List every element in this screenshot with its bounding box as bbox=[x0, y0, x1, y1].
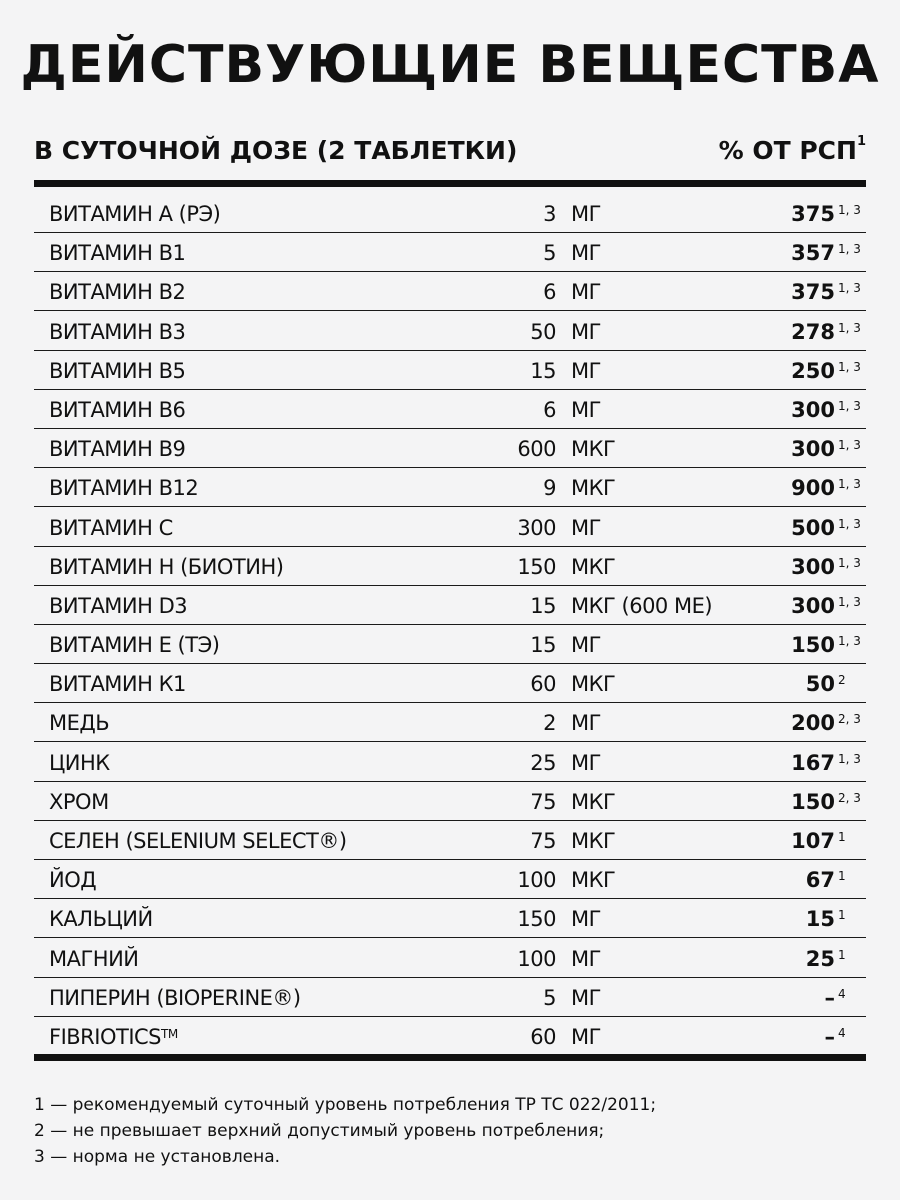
ingredient-rsp-value: 167 bbox=[791, 750, 835, 775]
ingredient-rsp-note: 1 bbox=[838, 869, 846, 884]
ingredient-rsp-note: 1, 3 bbox=[838, 359, 861, 374]
ingredient-rsp bbox=[791, 829, 858, 853]
table-row bbox=[34, 352, 866, 390]
table-row bbox=[34, 979, 866, 1017]
ingredient-rsp bbox=[791, 593, 861, 618]
ingredient-name bbox=[49, 476, 198, 500]
ingredient-rsp-value: 375 bbox=[791, 280, 835, 305]
ingredient-name bbox=[49, 829, 347, 853]
ingredient-rsp bbox=[825, 986, 859, 1010]
ingredient-name-text: ХРОМ bbox=[49, 789, 109, 814]
ingredient-rsp-note: 1, 3 bbox=[838, 594, 861, 609]
ingredient-rsp-value: 278 bbox=[791, 319, 835, 344]
ingredient-rsp-note: 2, 3 bbox=[838, 712, 861, 727]
ingredient-rsp bbox=[825, 1025, 859, 1049]
ingredients-table bbox=[34, 195, 866, 1057]
ingredient-name-text: ВИТАМИН В12 bbox=[49, 476, 199, 501]
ingredient-rsp-note: 1, 3 bbox=[838, 320, 861, 335]
footnotes bbox=[34, 1092, 866, 1170]
ingredient-name bbox=[49, 790, 109, 814]
ingredient-name-text: ВИТАМИН В5 bbox=[49, 358, 186, 383]
ingredient-rsp-note: 2 bbox=[838, 673, 846, 688]
table-top-rule bbox=[34, 180, 866, 187]
ingredient-name bbox=[49, 398, 185, 422]
ingredient-name bbox=[49, 555, 283, 579]
ingredient-name-text: МАГНИЙ bbox=[49, 946, 139, 971]
ingredient-rsp bbox=[806, 947, 858, 971]
table-row bbox=[34, 1018, 866, 1056]
ingredient-rsp bbox=[791, 750, 861, 775]
table-row bbox=[34, 273, 866, 311]
ingredient-amount: 15 bbox=[530, 593, 556, 618]
ingredient-name bbox=[49, 320, 185, 344]
ingredient-name bbox=[49, 711, 109, 735]
ingredient-rsp bbox=[791, 319, 861, 344]
ingredient-rsp-value: 300 bbox=[791, 554, 835, 579]
ingredient-name-text: ВИТАМИН С bbox=[49, 515, 173, 540]
ingredient-rsp-value: 375 bbox=[791, 202, 835, 226]
ingredient-rsp-value: 250 bbox=[791, 358, 835, 383]
ingredient-amount: 3 bbox=[543, 202, 556, 226]
ingredient-unit: МГ bbox=[571, 907, 601, 932]
ingredient-unit: МГ bbox=[571, 241, 601, 266]
ingredient-amount: 25 bbox=[530, 750, 556, 775]
ingredient-rsp-value: – bbox=[824, 985, 835, 1010]
ingredient-name-text: FIBRIOTICS bbox=[49, 1024, 162, 1049]
ingredient-rsp-note: 1, 3 bbox=[838, 242, 861, 257]
ingredient-name bbox=[49, 672, 186, 696]
table-row bbox=[34, 900, 866, 938]
table-row bbox=[34, 626, 866, 664]
ingredient-name bbox=[49, 437, 185, 461]
ingredient-rsp-note: 2, 3 bbox=[838, 790, 861, 805]
ingredient-rsp-note: 4 bbox=[838, 986, 846, 1001]
ingredient-unit: МГ bbox=[571, 358, 601, 383]
ingredient-rsp-note: 1, 3 bbox=[838, 281, 861, 296]
ingredient-name bbox=[49, 633, 219, 657]
table-row bbox=[34, 469, 866, 507]
ingredient-name bbox=[49, 986, 301, 1010]
ingredient-unit: МГ bbox=[571, 711, 601, 736]
table-row bbox=[34, 704, 866, 742]
ingredient-unit: МКГ bbox=[571, 476, 616, 501]
ingredient-unit: МКГ bbox=[571, 829, 616, 853]
ingredient-name-text: ЦИНК bbox=[49, 750, 110, 775]
ingredient-amount: 60 bbox=[530, 1024, 556, 1049]
ingredient-rsp bbox=[791, 437, 861, 462]
table-row bbox=[34, 783, 866, 821]
ingredient-amount: 5 bbox=[543, 241, 556, 266]
ingredient-name-sup: TM bbox=[161, 1026, 178, 1041]
ingredient-unit: МГ bbox=[571, 750, 601, 775]
footnote-2: 2 — не превышает верхний допустимый уровень потребления; bbox=[34, 1121, 605, 1141]
ingredient-unit: МКГ bbox=[571, 789, 616, 814]
ingredient-name-text: ВИТАМИН А (РЭ) bbox=[49, 202, 221, 226]
ingredient-rsp bbox=[791, 202, 861, 226]
rsp-header-label: % ОТ РСП bbox=[718, 136, 857, 165]
ingredient-name-text: ВИТАМИН В3 bbox=[49, 319, 186, 344]
page-title: ДЕЙСТВУЮЩИЕ ВЕЩЕСТВА bbox=[20, 35, 880, 95]
ingredient-name bbox=[49, 241, 185, 265]
footnote-3: 3 — норма не установлена. bbox=[34, 1147, 281, 1167]
table-row bbox=[34, 234, 866, 272]
ingredient-rsp-value: 300 bbox=[791, 397, 835, 422]
ingredient-amount: 75 bbox=[530, 789, 556, 814]
ingredient-rsp-note: 1 bbox=[838, 830, 846, 844]
ingredient-amount: 6 bbox=[543, 397, 556, 422]
dose-header: В СУТОЧНОЙ ДОЗЕ (2 ТАБЛЕТКИ) bbox=[34, 136, 518, 165]
ingredient-rsp bbox=[806, 868, 858, 892]
ingredient-amount: 5 bbox=[543, 985, 556, 1010]
ingredient-name-text: ВИТАМИН К1 bbox=[49, 672, 186, 697]
ingredient-amount: 15 bbox=[530, 358, 556, 383]
ingredient-rsp bbox=[791, 397, 861, 422]
ingredient-rsp bbox=[806, 672, 858, 696]
ingredient-rsp-value: 67 bbox=[805, 868, 835, 893]
ingredient-rsp-value: 500 bbox=[791, 515, 835, 540]
ingredient-amount: 100 bbox=[517, 946, 556, 971]
ingredient-rsp bbox=[791, 280, 861, 305]
ingredient-amount: 150 bbox=[517, 907, 556, 932]
ingredient-rsp-value: – bbox=[824, 1024, 835, 1049]
ingredient-rsp-value: 300 bbox=[791, 437, 835, 462]
ingredient-name bbox=[49, 280, 185, 304]
ingredient-name bbox=[49, 594, 187, 618]
table-row bbox=[34, 509, 866, 547]
table-row bbox=[34, 587, 866, 625]
ingredient-name-text: ВИТАМИН В6 bbox=[49, 397, 186, 422]
ingredient-rsp bbox=[791, 789, 861, 814]
ingredient-name-text: ВИТАМИН Е (ТЭ) bbox=[49, 633, 220, 658]
ingredient-rsp-value: 150 bbox=[791, 789, 835, 814]
ingredient-name bbox=[49, 907, 153, 931]
ingredient-rsp-value: 107 bbox=[791, 829, 835, 853]
ingredient-unit: МКГ bbox=[571, 437, 616, 462]
table-bottom-rule bbox=[34, 1054, 866, 1061]
rsp-header-note: 1 bbox=[856, 134, 866, 149]
footnote-1: 1 — рекомендуемый суточный уровень потребления ТР ТС 022/2011; bbox=[34, 1095, 657, 1115]
ingredient-amount: 60 bbox=[530, 672, 556, 697]
ingredient-rsp-value: 25 bbox=[805, 946, 835, 971]
ingredient-name-text: КАЛЬЦИЙ bbox=[49, 907, 153, 932]
ingredient-unit: МГ bbox=[571, 397, 601, 422]
ingredient-rsp bbox=[791, 633, 861, 658]
table-row bbox=[34, 391, 866, 429]
ingredient-unit: МГ bbox=[571, 202, 601, 226]
ingredient-name-text: ЙОД bbox=[49, 868, 97, 893]
ingredient-name bbox=[49, 1025, 178, 1049]
ingredient-amount: 75 bbox=[530, 829, 556, 853]
ingredient-rsp-value: 300 bbox=[791, 593, 835, 618]
ingredient-unit: МКГ (600 МЕ) bbox=[571, 593, 713, 618]
table-header bbox=[34, 136, 866, 176]
ingredient-name-text: ВИТАМИН Н (БИОТИН) bbox=[49, 554, 284, 579]
ingredient-unit: МГ bbox=[571, 280, 601, 305]
ingredient-amount: 100 bbox=[517, 868, 556, 893]
table-row bbox=[34, 940, 866, 978]
ingredient-rsp-note: 1, 3 bbox=[838, 555, 861, 570]
ingredient-rsp-note: 1, 3 bbox=[838, 438, 861, 453]
ingredient-name bbox=[49, 868, 96, 892]
ingredient-amount: 50 bbox=[530, 319, 556, 344]
ingredient-rsp bbox=[791, 711, 861, 736]
ingredient-rsp bbox=[791, 476, 861, 501]
ingredient-rsp bbox=[791, 241, 861, 266]
ingredient-rsp-value: 50 bbox=[805, 672, 835, 697]
ingredient-rsp-value: 15 bbox=[805, 907, 835, 932]
table-row bbox=[34, 195, 866, 233]
ingredient-name-text: МЕДЬ bbox=[49, 711, 110, 736]
ingredient-rsp-note: 1, 3 bbox=[838, 398, 861, 413]
table-row bbox=[34, 861, 866, 899]
ingredient-name-text: ВИТАМИН В1 bbox=[49, 241, 186, 266]
ingredient-name-text: ВИТАМИН В9 bbox=[49, 437, 186, 462]
ingredient-name bbox=[49, 516, 173, 540]
ingredient-unit: МГ bbox=[571, 1024, 601, 1049]
ingredient-rsp bbox=[791, 515, 861, 540]
ingredient-name-text: ВИТАМИН В2 bbox=[49, 280, 186, 305]
table-row bbox=[34, 822, 866, 860]
ingredient-amount: 300 bbox=[517, 515, 556, 540]
ingredient-unit: МКГ bbox=[571, 672, 616, 697]
ingredient-rsp-value: 200 bbox=[791, 711, 835, 736]
ingredient-rsp-note: 1, 3 bbox=[838, 634, 861, 649]
ingredient-rsp-note: 1 bbox=[838, 947, 846, 962]
ingredient-rsp-note: 4 bbox=[838, 1025, 846, 1040]
ingredient-name bbox=[49, 947, 139, 971]
ingredient-rsp-note: 1, 3 bbox=[838, 477, 861, 492]
rsp-header bbox=[719, 136, 866, 165]
ingredient-amount: 6 bbox=[543, 280, 556, 305]
ingredient-amount: 150 bbox=[517, 554, 556, 579]
ingredient-unit: МКГ bbox=[571, 554, 616, 579]
ingredient-rsp-value: 900 bbox=[791, 476, 835, 501]
ingredient-name-text: ВИТАМИН D3 bbox=[49, 593, 188, 618]
ingredient-name bbox=[49, 359, 185, 383]
ingredient-name-text: СЕЛЕН (SELENIUM SELECT®) bbox=[49, 829, 347, 853]
ingredient-unit: МГ bbox=[571, 515, 601, 540]
ingredient-rsp bbox=[806, 907, 858, 931]
ingredient-rsp-note: 1, 3 bbox=[838, 203, 861, 217]
ingredient-name-text: ПИПЕРИН (BIOPERINE®) bbox=[49, 985, 301, 1010]
ingredient-rsp-note: 1, 3 bbox=[838, 751, 861, 766]
ingredient-amount: 600 bbox=[517, 437, 556, 462]
ingredient-rsp-value: 357 bbox=[791, 241, 835, 266]
ingredient-name bbox=[49, 202, 220, 226]
ingredient-rsp-value: 150 bbox=[791, 633, 835, 658]
ingredient-unit: МГ bbox=[571, 319, 601, 344]
table-row bbox=[34, 744, 866, 782]
ingredient-amount: 2 bbox=[543, 711, 556, 736]
ingredient-unit: МКГ bbox=[571, 868, 616, 893]
ingredient-unit: МГ bbox=[571, 946, 601, 971]
table-row bbox=[34, 430, 866, 468]
table-row bbox=[34, 313, 866, 351]
ingredient-rsp bbox=[791, 358, 861, 383]
table-row bbox=[34, 548, 866, 586]
ingredient-amount: 15 bbox=[530, 633, 556, 658]
ingredient-unit: МГ bbox=[571, 985, 601, 1010]
ingredient-name bbox=[49, 751, 110, 775]
ingredient-rsp-note: 1 bbox=[838, 908, 846, 923]
ingredient-unit: МГ bbox=[571, 633, 601, 658]
ingredient-rsp-note: 1, 3 bbox=[838, 516, 861, 531]
table-row bbox=[34, 665, 866, 703]
ingredient-amount: 9 bbox=[543, 476, 556, 501]
ingredient-rsp bbox=[791, 554, 861, 579]
